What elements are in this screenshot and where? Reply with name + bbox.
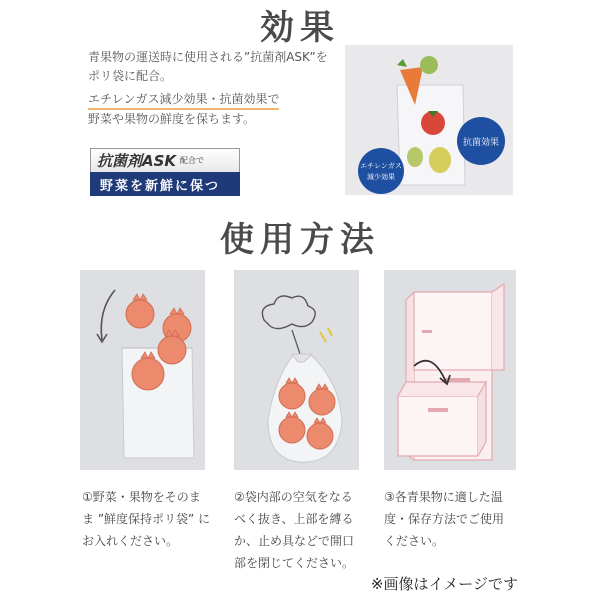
step-3-line-2: 度・保存方法でご使用	[384, 512, 505, 526]
pepper-icon	[429, 147, 451, 173]
step-1-line-3: お入れください。	[82, 534, 179, 548]
step-2-line-1: ②袋内部の空気をなる	[234, 490, 353, 504]
arrow-down-icon	[101, 290, 115, 340]
step-3-line-1: ③各青果物に適した温	[384, 490, 503, 504]
onion-icon	[309, 389, 335, 415]
cabbage-icon	[420, 56, 438, 74]
onion-icon	[279, 417, 305, 443]
fridge-drawer-icon	[398, 396, 478, 456]
step-3-illustration	[384, 270, 516, 470]
onion-icon	[307, 423, 333, 449]
step-2-line-2: べく抜き、上部を縛る	[234, 512, 354, 526]
step-3-text	[384, 486, 524, 552]
grapes-icon	[407, 147, 423, 167]
onion-icon	[279, 383, 305, 409]
image-note: ※画像はイメージです	[370, 575, 518, 593]
ask-badge	[90, 148, 240, 200]
step-2-illustration	[234, 270, 359, 470]
ethylene-label-2: 減少効果	[367, 173, 395, 181]
badge-tagline: 野菜を新鮮に保つ	[90, 172, 240, 196]
poly-bag-icon	[397, 85, 465, 185]
effect-title: 効果	[260, 8, 340, 48]
usage-title: 使用方法	[220, 220, 380, 260]
onion-icon	[158, 336, 186, 364]
step-1-text	[82, 486, 222, 552]
step-2-line-4: 部を閉じてください。	[234, 556, 355, 570]
ethylene-bubble	[358, 148, 404, 194]
air-cloud-icon	[262, 296, 315, 329]
effect-text-line-2a: エチレンガス減少効果・抗菌効果で	[88, 91, 279, 110]
step-1-illustration	[80, 270, 205, 470]
produce-bag-illustration	[345, 45, 513, 195]
onion-icon	[126, 300, 154, 328]
step-2-line-3: か、止め具などで開口	[234, 534, 355, 548]
step-2-text	[234, 486, 384, 574]
badge-agent-name: 抗菌剤ASK	[97, 152, 177, 170]
effect-illustration	[345, 45, 513, 195]
effect-text-line-2b: 野菜や果物の鮮度を保ちます。	[88, 112, 256, 126]
ethylene-label-1: エチレンガス	[360, 162, 402, 170]
effect-text-line-1a: 青果物の運送時に使用される”抗菌剤ASK”を	[88, 50, 328, 64]
effect-text-line-1b: ポリ袋に配合。	[88, 69, 173, 83]
sparkle-icon	[320, 328, 332, 342]
step-1-line-2: ま ”鮮度保持ポリ袋” に	[82, 512, 211, 526]
antibacterial-label: 抗菌効果	[462, 138, 500, 148]
step-3-line-3: ください。	[384, 534, 445, 548]
badge-blend-text: 配合で	[180, 156, 205, 165]
onion-icon	[132, 358, 164, 390]
effect-description	[88, 48, 338, 129]
step-1-line-1: ①野菜・果物をそのま	[82, 490, 201, 504]
